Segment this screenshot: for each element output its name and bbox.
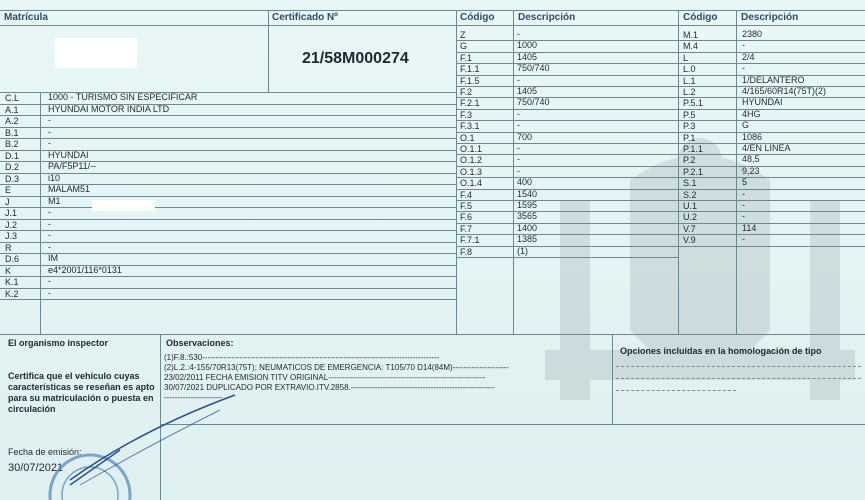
left-row-divider [0,115,456,116]
left-row-divider [0,173,456,174]
fecha-emision-value: 30/07/2021 [8,462,64,474]
left-value: MALAM51 [48,184,91,194]
mid-code: F.4 [460,189,473,200]
left-value: - [48,207,51,217]
left-value: HYUNDAI [48,149,89,160]
mid-value: (1) [517,245,528,256]
right-code: P.3 [683,121,696,132]
mid-row-divider [456,86,678,87]
mid-value: 1540 [517,188,538,199]
right-code: V.7 [683,223,696,234]
right-code: S.1 [683,178,697,189]
right-row-divider [678,177,865,178]
left-row-divider [0,196,456,197]
left-code: C.L [5,93,20,103]
left-code: K [5,265,12,276]
right-value: - [742,63,745,74]
right-value: G [742,120,750,131]
right-value: 5 [742,177,748,188]
mid-row-divider [456,143,678,144]
mid-code: O.1.4 [460,178,483,189]
right-value: HYUNDAI [742,97,783,108]
right-row-divider [678,63,865,64]
left-value: PA/F5P11/-- [48,161,97,171]
right-value: 1/DELANTERO [742,74,805,85]
left-value: - [48,241,51,252]
right-row-divider [678,234,865,235]
right-value: - [742,188,745,199]
mid-row-divider [456,120,678,121]
mid-value: - [517,29,520,39]
mid-row-divider [456,257,678,258]
right-code: L [683,52,689,63]
left-row-divider [0,253,456,254]
left-code: K.1 [5,277,19,287]
observacion-line: 23/02/2011 FECHA EMISION TITV ORIGINAL----------------------------------------------------------- [164,373,486,382]
redacted-vin [92,200,155,211]
observacion-line: (1)F.8.:530----------------------------------------------------------------------------------------- [164,353,440,362]
right-code: L.2 [683,87,696,97]
left-row-divider [0,242,456,243]
left-row-divider [0,127,456,128]
left-row-divider [0,299,456,300]
left-code: J.3 [5,231,18,241]
left-code: R [5,242,12,253]
right-code: U.1 [683,201,698,211]
right-code: M.1 [683,30,699,40]
mid-value: - [517,120,520,131]
left-code: B.2 [5,139,19,149]
mid-code: O.1 [460,132,475,143]
header-matricula: Matrícula [4,12,48,23]
mid-row-divider [456,132,678,133]
mid-value: 3565 [517,211,538,222]
mid-value: - [517,108,520,119]
left-code: D.3 [5,173,20,184]
observacion-line: (2)L.2.:4-155/70R13(75T); NEUMATICOS DE EMERGENCIA: T105/70 D14(84M)--------------------- [164,363,509,372]
right-code: P.2 [683,155,696,166]
mid-row-divider [456,40,678,41]
right-value: - [742,211,745,222]
left-value: 1000 - TURISMO SIN ESPECIFICAR [48,92,198,102]
header-descripcion-2: Descripción [741,12,799,23]
mid-code: O.1.2 [460,155,483,166]
mid-value: 750/740 [517,97,550,108]
mid-row-divider [456,223,678,224]
right-code: L.0 [683,64,696,75]
right-value: 1086 [742,131,763,142]
left-code: D.2 [5,162,20,172]
redacted-plate [55,38,137,68]
left-row-divider [0,138,456,139]
right-value: - [742,200,745,210]
right-code: P.5 [683,109,696,120]
mid-row-divider [456,154,678,155]
right-row-divider [678,200,865,201]
mid-row-divider [456,109,678,110]
left-row-divider [0,207,456,208]
right-code: L.1 [683,75,696,86]
mid-value: - [517,165,520,176]
header-codigo-2: Código [683,12,718,23]
right-row-divider [678,211,865,212]
mid-code: F.3 [460,109,473,120]
right-value: - [742,40,745,51]
left-value: - [48,138,51,148]
mid-value: - [517,143,520,153]
left-code: A.2 [5,116,19,126]
mid-row-divider [456,189,678,190]
right-value: 48,5 [742,154,760,165]
left-row-divider [0,219,456,220]
mid-row-divider [456,234,678,235]
header-descripcion-1: Descripción [518,12,576,23]
right-code: V.9 [683,235,696,246]
right-value: 4/EN LINEA [742,143,791,153]
mid-value: - [517,154,520,165]
right-value: 2380 [742,29,763,39]
right-value: 9,23 [742,165,760,176]
opciones-title: Opciones incluidas en la homologación de tipo [620,346,822,356]
certificate-number: 21/58M000274 [302,50,409,67]
mid-row-divider [456,75,678,76]
right-row-divider [678,132,865,133]
right-code: U.2 [683,212,698,223]
left-code: A.1 [5,104,19,115]
mid-value: 700 [517,131,533,142]
right-row-divider [678,154,865,155]
mid-code: F.3.1 [460,121,480,132]
right-code: M.4 [683,41,699,52]
mid-value: 1405 [517,86,538,96]
left-code: J [5,196,10,207]
mid-code: Z [460,30,466,40]
mid-value: 750/740 [517,63,550,74]
left-row-divider [0,230,456,231]
mid-code: F.7.1 [460,235,480,246]
right-value: 2/4 [742,51,755,62]
left-row-divider [0,288,456,289]
signature-icon [60,390,240,490]
mid-value: 400 [517,177,533,188]
mid-code: F.1.1 [460,64,480,75]
header-codigo-1: Código [460,12,495,23]
left-value: i10 [48,172,61,183]
mid-code: F.1 [460,52,473,63]
mid-row-divider [456,246,678,247]
observacion-line: 30/07/2021 DUPLICADO POR EXTRAVIO.ITV.2858.------------------------------------------------------ [164,383,495,392]
mid-code: F.1.5 [460,75,480,86]
right-value: 4/165/60R14(75T)(2) [742,86,827,96]
left-value: IM [48,253,58,263]
left-code: J.1 [5,208,18,218]
left-code: D.1 [5,150,20,161]
right-row-divider [678,52,865,53]
left-value: - [48,126,51,137]
mid-code: O.1.3 [460,166,483,177]
mid-code: F.7 [460,223,473,234]
right-code: P.1.1 [683,144,703,154]
mid-row-divider [456,52,678,53]
left-value: - [48,218,51,229]
left-value: - [48,276,51,286]
left-value: - [48,230,51,240]
right-value: 114 [742,222,757,233]
mid-value: 1595 [517,200,538,210]
right-value: 4HG [742,108,761,119]
mid-row-divider [456,166,678,167]
left-value: M1 [48,195,61,206]
mid-row-divider [456,211,678,212]
mid-row-divider [456,177,678,178]
right-code: P.5.1 [683,98,703,109]
left-code: J.2 [5,219,18,230]
left-code: E [5,185,12,195]
mid-value: - [517,74,520,85]
mid-code: F.2 [460,87,473,97]
right-row-divider [678,109,865,110]
mid-value: 1000 [517,40,538,51]
mid-row-divider [456,200,678,201]
left-value: - [48,287,51,298]
mid-value: 1405 [517,51,538,62]
left-value: - [48,115,51,125]
fecha-emision-label: Fecha de emisión: [8,447,82,457]
left-code: K.2 [5,288,19,299]
right-row-divider [678,120,865,121]
left-code: D.6 [5,254,20,264]
mid-code: G [460,41,468,52]
right-row-divider [678,40,865,41]
mid-code: F.6 [460,212,473,223]
header-certificado: Certificado Nº [272,12,338,23]
mid-value: 1385 [517,234,538,245]
left-value: e4*2001/116*0131 [48,264,122,275]
certifica-text: Certifica que el vehículo cuyas características se reseñan es apto para su matriculación o puesta en circulación [8,371,155,414]
mid-value: 1400 [517,222,538,233]
organismo-label: El organismo inspector [8,338,109,348]
right-row-divider [678,166,865,167]
left-value: HYUNDAI MOTOR INDIA LTD [48,103,170,114]
left-code: B.1 [5,127,19,138]
mid-row-divider [456,97,678,98]
mid-code: O.1.1 [460,144,483,154]
right-row-divider [678,189,865,190]
right-code: P.2.1 [683,166,703,177]
mid-code: F.5 [460,201,473,211]
right-row-divider [678,246,865,247]
mid-code: F.2.1 [460,98,480,109]
mid-row-divider [456,63,678,64]
mid-code: F.8 [460,246,473,257]
right-row-divider [678,223,865,224]
right-code: P.1 [683,132,696,143]
right-code: S.2 [683,189,697,200]
observacion-line: ---------------------- [164,393,223,402]
right-value: - [742,234,745,245]
left-row-divider [0,276,456,277]
observaciones-title: Observaciones: [166,338,234,348]
